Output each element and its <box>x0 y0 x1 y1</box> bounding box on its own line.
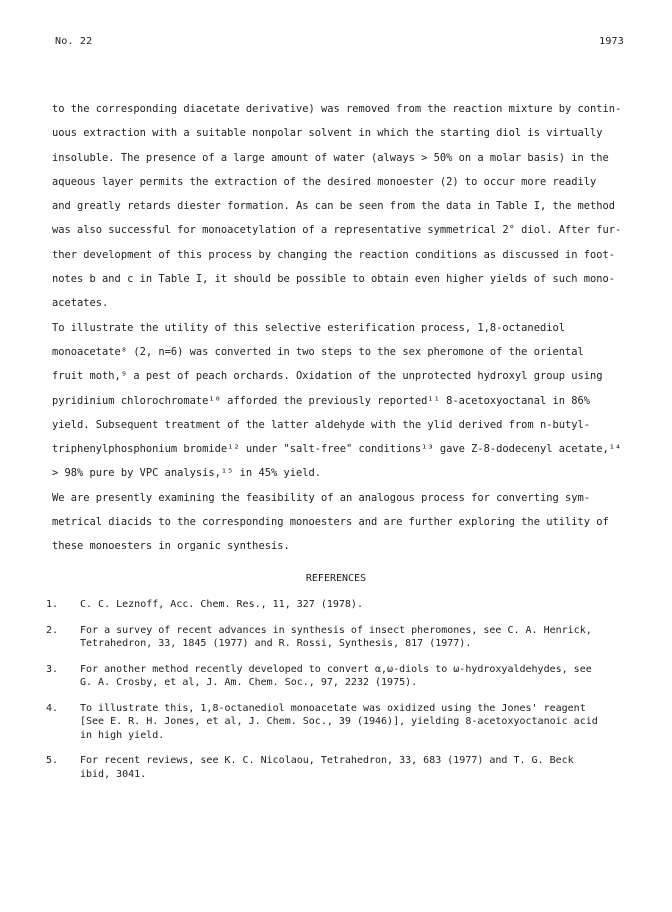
reference-text: For a survey of recent advances in synthesis of insect pheromones, see C. A. Henrick, Tetrahedron, 33, 1845 (1977) and R. Rossi, Synthesis, 817 (1977). <box>80 624 592 649</box>
reference-item <box>46 754 626 781</box>
body-text <box>52 97 622 559</box>
reference-number: 4. <box>46 702 59 714</box>
body-line: and greatly retards diester formation. As can be seen from the data in Table I, the method <box>52 200 616 213</box>
reference-number: 2. <box>46 624 59 636</box>
reference-number: 3. <box>46 663 59 675</box>
reference-item <box>46 702 626 743</box>
reference-item <box>46 663 626 690</box>
body-line: was also successful for monoacetylation of a representative symmetrical 2° diol. After fur- <box>52 224 622 237</box>
body-line: To illustrate the utility of this selective esterification process, 1,8-octanediol <box>52 321 565 334</box>
body-line: yield. Subsequent treatment of the latter aldehyde with the ylid derived from n-butyl- <box>52 418 590 431</box>
body-line: metrical diacids to the corresponding monoesters and are further exploring the utility of <box>52 516 609 529</box>
reference-number: 1. <box>46 599 59 610</box>
body-line: notes b and c in Table I, it should be possible to obtain even higher yields of such mono- <box>52 273 616 286</box>
body-line: > 98% pure by VPC analysis,¹⁵ in 45% yield. <box>52 467 321 480</box>
body-line: We are presently examining the feasibility of an analogous process for converting sym- <box>52 491 590 504</box>
body-line: triphenylphosphonium bromide¹² under "salt-free" conditions¹³ gave Z-8-dodecenyl acetate,¹⁴ <box>52 443 622 456</box>
page-header <box>55 36 624 47</box>
body-line: fruit moth,⁹ a pest of peach orchards. Oxidation of the unprotected hydroxyl group using <box>52 370 603 383</box>
references-heading: REFERENCES <box>305 573 367 584</box>
body-line: to the corresponding diacetate derivative) was removed from the reaction mixture by contin- <box>52 103 622 115</box>
body-line: these monoesters in organic synthesis. <box>52 540 290 553</box>
page-number: 1973 <box>599 36 624 47</box>
body-line: insoluble. The presence of a large amount of water (always > 50% on a molar basis) in the <box>52 151 609 164</box>
reference-text: C. C. Leznoff, Acc. Chem. Res., 11, 327 (1978). <box>80 599 363 610</box>
body-line: acetates. <box>52 297 109 310</box>
references-list <box>46 598 626 793</box>
reference-text: For recent reviews, see K. C. Nicolaou, Tetrahedron, 33, 683 (1977) and T. G. Beck ibid, 3041. <box>80 755 574 780</box>
reference-text: To illustrate this, 1,8-octanediol monoacetate was oxidized using the Jones' reagent [See E. R. H. Jones, et al, J. Chem. Soc., 39 (1946)], yielding 8-acetoxyoctanoic acid in high yield. <box>80 702 598 741</box>
body-line: aqueous layer permits the extraction of the desired monoester (2) to occur more readily <box>52 175 597 188</box>
body-line: ther development of this process by changing the reaction conditions as discussed in foot- <box>52 248 616 261</box>
reference-item <box>46 598 626 612</box>
body-line: monoacetate⁸ (2, n=6) was converted in two steps to the sex pheromone of the oriental <box>52 345 584 358</box>
issue-number: No. 22 <box>55 36 93 47</box>
reference-text: For another method recently developed to convert α,ω-diols to ω-hydroxyaldehydes, see G. A. Crosby, et al, J. Am. Chem. Soc., 97, 2232 (1975). <box>80 663 592 688</box>
body-line: uous extraction with a suitable nonpolar solvent in which the starting diol is virtually <box>52 127 603 140</box>
reference-item <box>46 624 626 651</box>
body-line: pyridinium chlorochromate¹⁰ afforded the previously reported¹¹ 8-acetoxyoctanal in 86% <box>52 394 590 407</box>
reference-number: 5. <box>46 755 59 766</box>
